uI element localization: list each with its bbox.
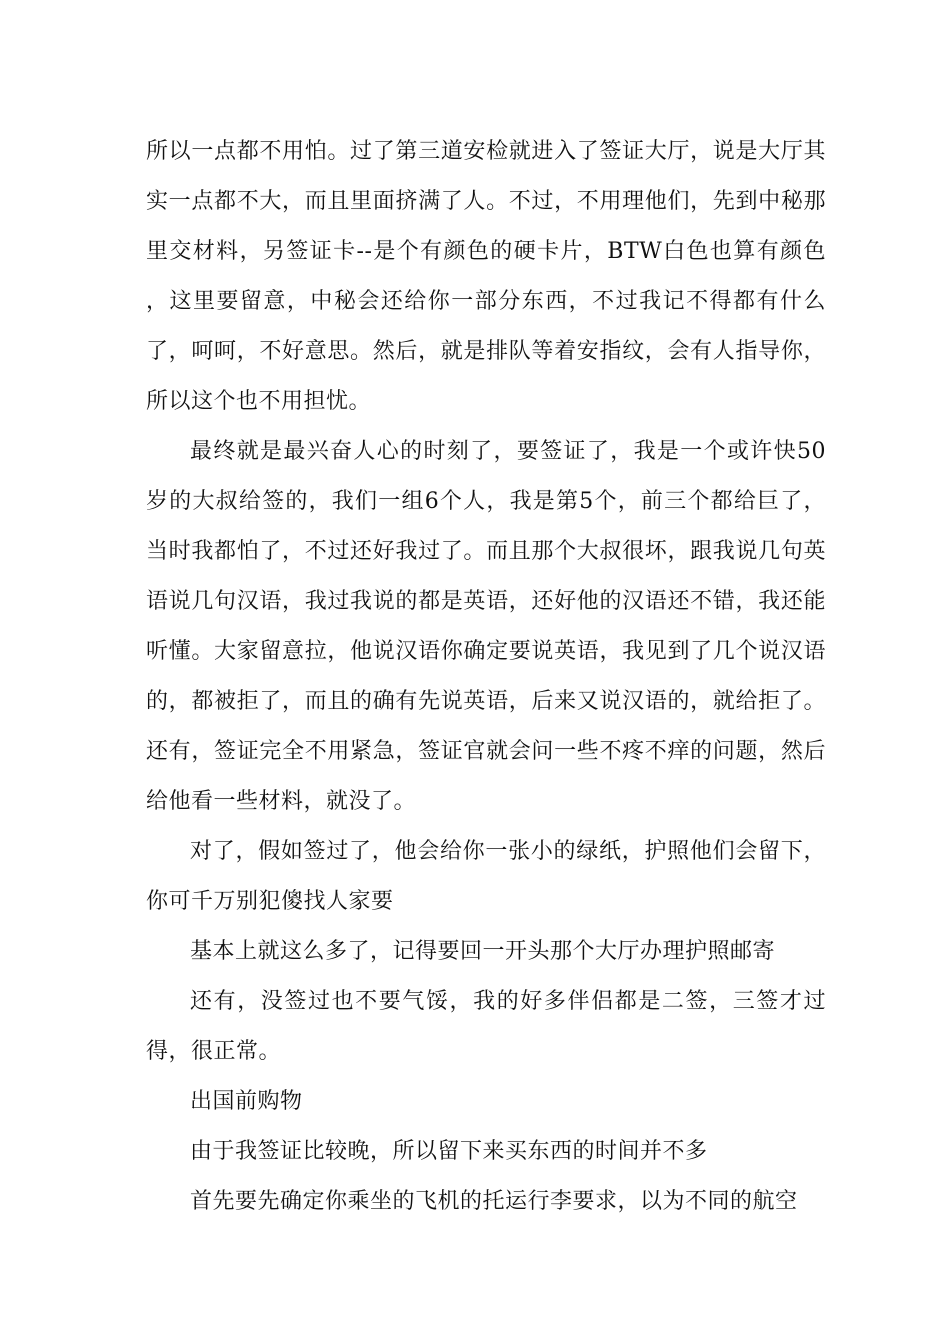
section-heading: 出国前购物 xyxy=(190,1089,303,1114)
paragraph-5: 还有，没签过也不要气馁，我的好多伴侣都是二签，三签才过得，很正常。 xyxy=(146,989,826,1064)
paragraph-1: 所以一点都不用怕。过了第三道安检就进入了签证大厅，说是大厅其实一点都不大，而且里面挤满了人。不过，不用理他们，先到中秘那里交材料，另签证卡--是个有颜色的硬卡片，BTW白色也算有颜色 ，这里要留意，中秘会还给你一部分东西，不过我记不得都有什么了，呵呵，不好意思。然后，就是排队等着安指纹，会有人指导你，所以这个也不用担忧。 xyxy=(146,139,826,414)
paragraph-7: 首先要先确定你乘坐的飞机的托运行李要求，以为不同的航空 xyxy=(190,1189,798,1214)
document-page xyxy=(146,127,826,1227)
paragraph-2: 最终就是最兴奋人心的时刻了，要签证了，我是一个或许快50岁的大叔给签的，我们一组6个人，我是第5个，前三个都给巨了，当时我都怕了，不过还好我过了。而且那个大叔很坏，跟我说几句英语说几句汉语，我过我说的都是英语，还好他的汉语还不错，我还能听懂。大家留意拉，他说汉语你确定要说英语，我见到了几个说汉语的，都被拒了，而且的确有先说英语，后来又说汉语的，就给拒了。还有，签证完全不用紧急，签证官就会问一些不疼不痒的问题，然后给他看一些材料，就没了。 xyxy=(146,439,826,814)
paragraph-3: 对了，假如签过了，他会给你一张小的绿纸，护照他们会留下，你可千万别犯傻找人家要 xyxy=(146,839,826,914)
paragraph-6: 由于我签证比较晚，所以留下来买东西的时间并不多 xyxy=(190,1139,708,1164)
paragraph-4: 基本上就这么多了，记得要回一开头那个大厅办理护照邮寄 xyxy=(190,939,776,964)
